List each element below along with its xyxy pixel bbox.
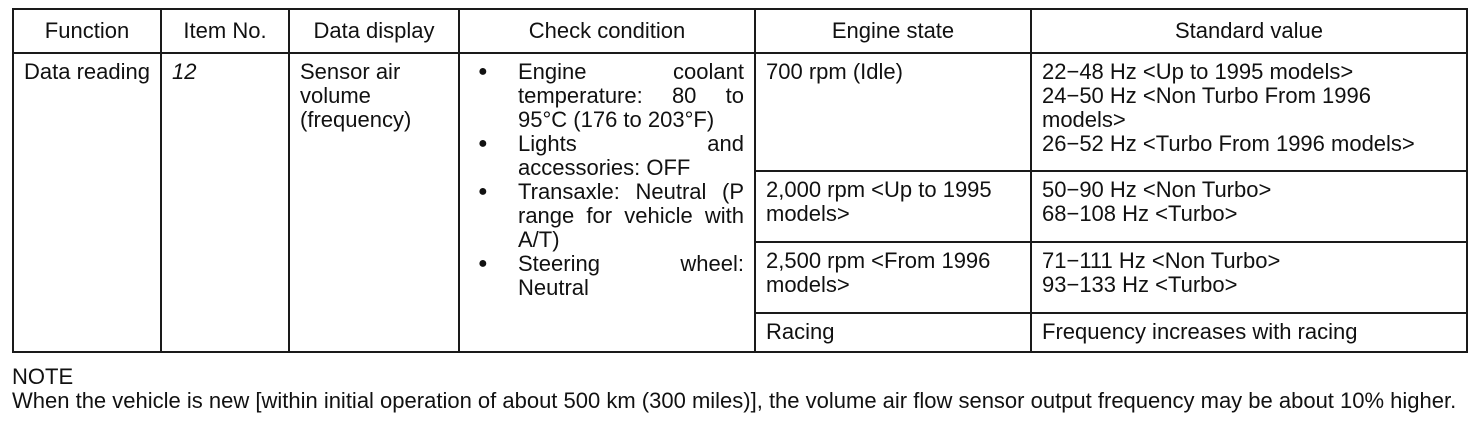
standard-line: 71−111 Hz <Non Turbo> <box>1042 248 1281 274</box>
check-condition-cell <box>459 53 755 352</box>
standard-line: 93−133 Hz <Turbo> <box>1042 272 1238 298</box>
note-section <box>12 365 1466 413</box>
standard-line: 50−90 Hz <Non Turbo> <box>1042 176 1272 202</box>
condition-item: ● Lights and accessories: OFF <box>470 132 744 180</box>
standard-value-2500 <box>1031 242 1467 313</box>
header-standard-value: Standard value <box>1031 9 1467 53</box>
condition-list <box>470 60 744 300</box>
engine-state-2000: 2,000 rpm <Up to 1995 models> <box>755 171 1031 242</box>
standard-line: 68−108 Hz <Turbo> <box>1042 200 1238 226</box>
standard-value-2000 <box>1031 171 1467 242</box>
engine-state-idle: 700 rpm (Idle) <box>755 53 1031 171</box>
condition-item: ● Engine coolant temperature: 80 to 95°C (176 to 203°F) <box>470 60 744 132</box>
header-engine-state: Engine state <box>755 9 1031 53</box>
engine-state-racing: Racing <box>755 313 1031 352</box>
standard-line: 26−52 Hz <Turbo From 1996 models> <box>1042 131 1415 156</box>
header-check-condition: Check condition <box>459 9 755 53</box>
condition-item: ● Steering wheel: Neutral <box>470 252 744 300</box>
standard-line: 22−48 Hz <Up to 1995 models> <box>1042 59 1354 84</box>
standard-line: 24−50 Hz <Non Turbo From 1996 models> <box>1042 83 1371 132</box>
table-row <box>13 53 1467 171</box>
note-title: NOTE <box>12 364 74 389</box>
engine-state-2500: 2,500 rpm <From 1996 models> <box>755 242 1031 313</box>
header-function: Function <box>13 9 161 53</box>
header-row <box>13 9 1467 53</box>
header-data-display: Data display <box>289 9 459 53</box>
standard-value-racing: Frequency increases with racing <box>1031 313 1467 352</box>
header-item-no: Item No. <box>161 9 289 53</box>
standard-value-idle <box>1031 53 1467 171</box>
item-no-cell: 12 <box>161 53 289 352</box>
function-cell: Data reading <box>13 53 161 352</box>
data-display-cell: Sensor air volume (frequency) <box>289 53 459 352</box>
note-text: When the vehicle is new [within initial operation of about 500 km (300 miles)], the volume air flow sensor output frequency may be about 10% higher. <box>12 388 1457 413</box>
specification-table <box>12 8 1468 353</box>
condition-item: ● Transaxle: Neutral (P range for vehicle with A/T) <box>470 180 744 252</box>
